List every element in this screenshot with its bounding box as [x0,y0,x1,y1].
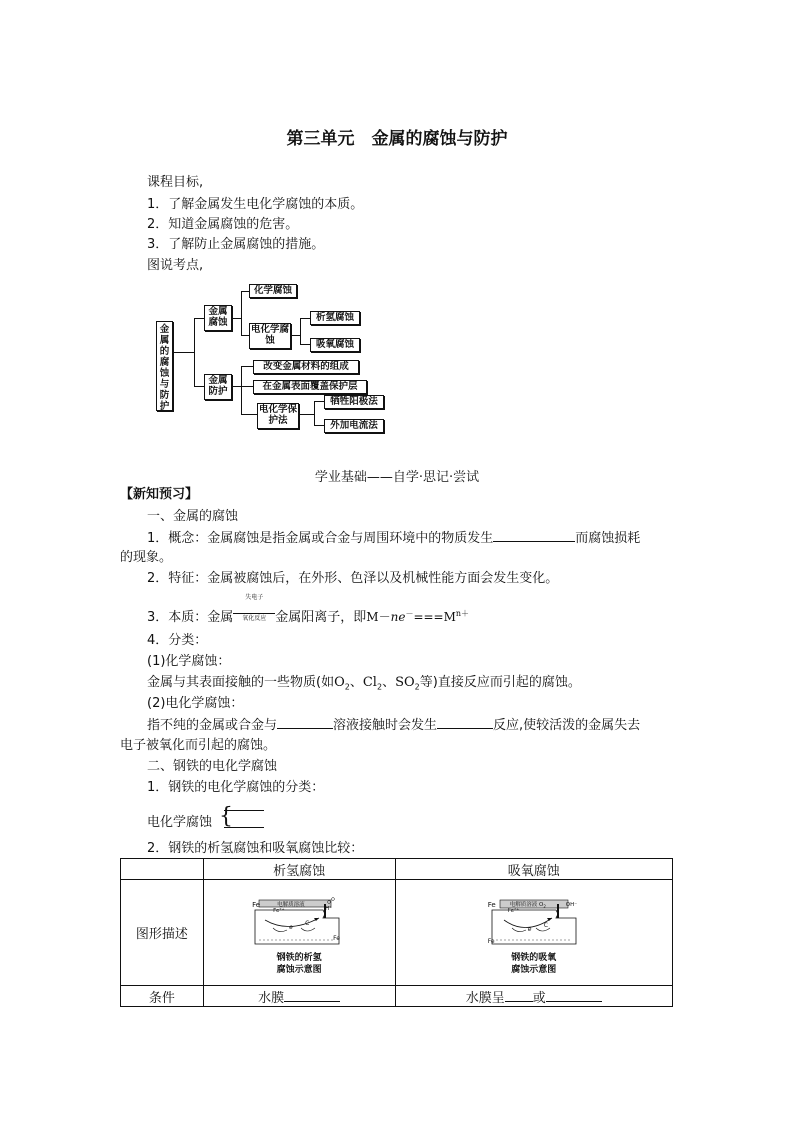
chem-desc: 金属与其表面接触的一些物质(如$O_2$、$Cl_2$、$SO_2$等)直接反应而引起的腐蚀。 [147,675,581,692]
electro-line: 指不纯的金属或合金与 溶液接触时会发生 反应,使较活泼的金属失去 [147,718,641,733]
answer-blank[interactable] [505,989,533,1002]
oxygen-corrosion-figure [486,890,582,952]
concept-root: 金属的腐蚀与防护 [156,321,173,411]
essence-line: 3．本质：金属 失电子 氧化反应 金属阳离子，即$M-ne^-===M^{n+}$ [147,594,470,625]
row-label-condition: 条件 [121,986,204,1007]
reaction-arrow: 失电子 氧化反应 [233,607,275,621]
answer-blank[interactable] [224,827,264,828]
answer-blank[interactable] [224,810,264,811]
diagram-heading: 图说考点, [147,258,204,273]
concept-electrochemical: 电化学腐蚀 [249,323,291,349]
brace: { [219,804,233,829]
table-corner [121,859,204,880]
e-label: e [527,925,532,933]
c-label: C [543,921,548,929]
feature-line: 2．特征：金属被腐蚀后，在外形、色泽以及机械性能方面会发生变化。 [147,571,559,586]
concept-protection: 金属防护 [204,374,232,400]
c-label: C [305,919,310,927]
oxygen-figure-cell [395,880,672,986]
answer-blank[interactable] [437,716,493,729]
preview-tag: 【新知预习】 [120,487,199,502]
oh-label: OH⁻ [565,901,578,908]
fe-label: Fe [333,934,340,942]
answer-blank[interactable] [277,716,333,729]
section-title: 学业基础——自学·思记·尝试 [314,470,480,485]
e-label: e [289,923,293,931]
answer-blank[interactable] [546,989,602,1002]
classify-line: 4．分类： [147,633,208,648]
row-label-figure: 图形描述 [121,880,204,986]
part1-heading: 一、金属的腐蚀 [147,509,239,524]
film-label: 电解质溶液 [277,901,305,908]
concept-sacrificial: 牺牲阳极法 [324,395,384,409]
objective-item: 2．知道金属腐蚀的危害。 [147,217,299,232]
concept-oxygen: 吸氧腐蚀 [310,338,360,352]
header-oxygen: 吸氧腐蚀 [395,859,672,880]
figure-caption: 钢铁的吸氧 [511,952,557,963]
condition-hydrogen: 水膜 [203,986,395,1007]
classify-label: 电化学腐蚀 [147,815,213,830]
fe2-label: Fe²⁺ [273,907,285,914]
concept-chemical: 化学腐蚀 [249,284,297,298]
chem-label: (1)化学腐蚀： [147,654,231,669]
part2-compare: 2．钢铁的析氢腐蚀和吸氧腐蚀比较： [147,841,364,856]
concept-line: 1．概念：金属腐蚀是指金属或合金与周围环境中的物质发生 而腐蚀损耗 [147,531,641,546]
figure-caption: 腐蚀示意图 [276,964,322,975]
objective-item: 1．了解金属发生电化学腐蚀的本质。 [147,197,364,212]
fe2-label: Fe²⁺ [507,907,520,914]
comparison-table [120,858,673,1007]
electro-label: (2)电化学腐蚀： [147,696,244,711]
concept-hydrogen: 析氢腐蚀 [310,311,360,325]
formula: $M-ne^-===M^{n+}$ [366,609,470,624]
fe-label: Fe [487,900,496,909]
h-ion-label: H⁺ [325,905,333,912]
objectives-heading: 课程目标, [147,175,204,190]
answer-blank[interactable] [284,989,340,1002]
concept-coating: 在金属表面覆盖保护层 [253,380,367,394]
concept-change-composition: 改变金属材料的组成 [253,360,359,374]
part2-classify: 1．钢铁的电化学腐蚀的分类： [147,780,325,795]
objective-item: 3．了解防止金属腐蚀的措施。 [147,237,325,252]
fe-label: Fe [487,937,495,945]
concept-line-end: 的现象。 [120,550,173,565]
header-hydrogen: 析氢腐蚀 [203,859,395,880]
hydrogen-figure-cell [203,880,395,986]
concept-corrosion: 金属腐蚀 [204,305,232,331]
concept-current: 外加电流法 [324,419,384,433]
electro-line-end: 电子被氧化而引起的腐蚀。 [120,738,277,753]
figure-caption: 钢铁的析氢 [276,952,322,963]
condition-oxygen: 水膜呈 或 [395,986,672,1007]
part2-heading: 二、钢铁的电化学腐蚀 [147,759,278,774]
concept-electro-protection: 电化学保护法 [257,403,299,429]
answer-blank[interactable] [493,529,575,542]
figure-caption: 腐蚀示意图 [511,964,557,975]
hydrogen-corrosion-figure [249,890,349,952]
page-title: 第三单元 金属的腐蚀与防护 [286,129,508,149]
film-label: 电解质溶液 $O_2$ [509,901,546,909]
fe-label: Fe [252,900,261,909]
